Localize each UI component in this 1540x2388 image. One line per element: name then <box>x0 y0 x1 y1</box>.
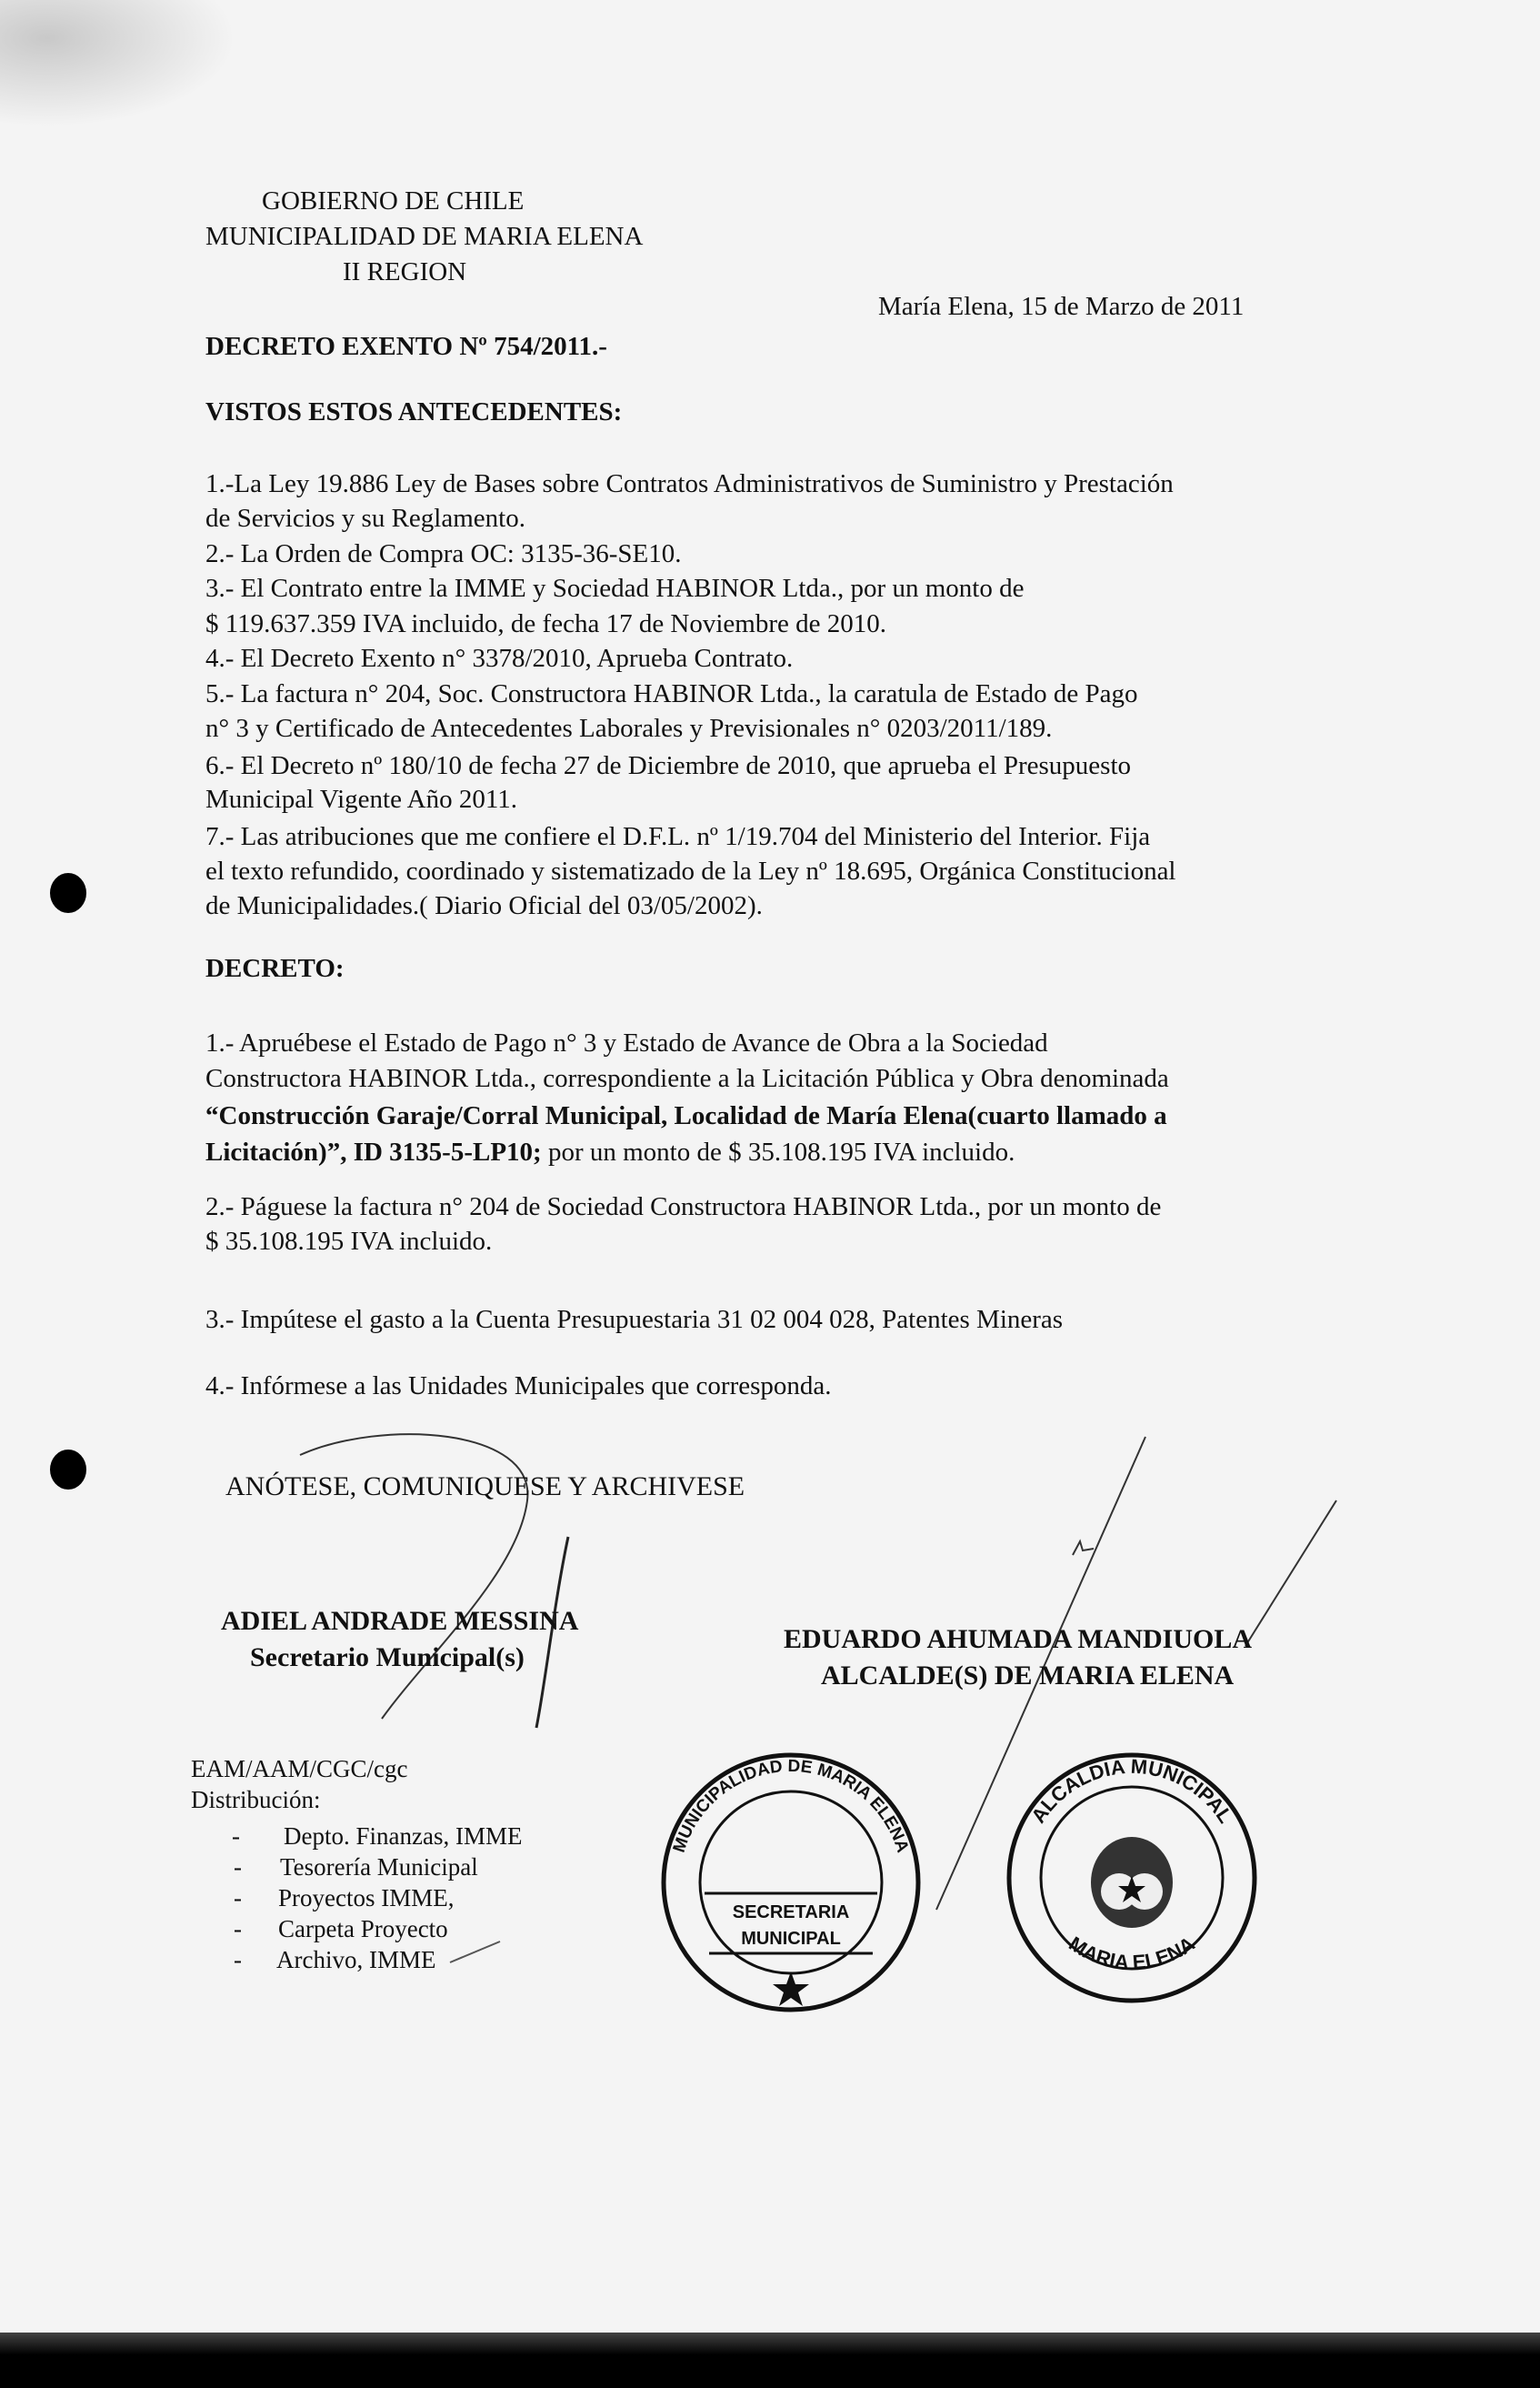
mayor-name: EDUARDO AHUMADA MANDIUOLA <box>784 1624 1252 1654</box>
decreto-title: DECRETO: <box>205 954 345 983</box>
stamp-ring-text: MUNICIPALIDAD DE MARIA ELENA <box>669 1756 913 1855</box>
header-government: GOBIERNO DE CHILE <box>262 186 525 216</box>
document-date: María Elena, 15 de Marzo de 2011 <box>878 292 1245 321</box>
vistos-line: n° 3 y Certificado de Antecedentes Laborales y Previsionales n° 0203/2011/189. <box>205 714 1053 743</box>
secretary-name: ADIEL ANDRADE MESSINA <box>221 1606 579 1636</box>
coat-of-arms-icon <box>1091 1837 1173 1928</box>
mayor-title: ALCALDE(S) DE MARIA ELENA <box>821 1661 1235 1691</box>
star-icon <box>773 1972 809 2006</box>
stamp-center-text: MUNICIPAL <box>741 1929 841 1949</box>
decreto-item-1: Constructora HABINOR Ltda., correspondiente a la Licitación Pública y Obra denominada <box>205 1064 1169 1093</box>
bullet: - <box>232 1822 240 1850</box>
distribution-item: Depto. Finanzas, IMME <box>284 1822 523 1850</box>
decreto-item-1: 1.- Apruébese el Estado de Pago n° 3 y Estado de Avance de Obra a la Sociedad <box>205 1028 1048 1058</box>
amount: por un monto de $ 35.108.195 IVA incluido. <box>541 1138 1015 1167</box>
stamp-center-text: SECRETARIA <box>732 1902 850 1922</box>
vistos-line: 5.- La factura n° 204, Soc. Constructora HABINOR Ltda., la caratula de Estado de Pago <box>205 679 1138 708</box>
decreto-item-1 <box>205 1137 1015 1168</box>
vistos-title: VISTOS ESTOS ANTECEDENTES: <box>205 397 623 426</box>
bullet: - <box>234 1915 242 1942</box>
vistos-line: $ 119.637.359 IVA incluido, de fecha 17 de Noviembre de 2010. <box>205 609 887 638</box>
scan-smudge <box>0 0 236 127</box>
project-id: Licitación)”, ID 3135-5-LP10; <box>205 1138 542 1167</box>
decreto-item-2: $ 35.108.195 IVA incluido. <box>205 1227 493 1256</box>
scan-edge <box>0 2333 1540 2388</box>
distribution-item: Archivo, IMME <box>276 1946 436 1973</box>
header-region: II REGION <box>343 257 467 286</box>
vistos-line: 3.- El Contrato entre la IMME y Sociedad HABINOR Ltda., por un monto de <box>205 574 1025 603</box>
svg-text:MARIA ELENA <box>1065 1931 1198 1973</box>
vistos-line: 4.- El Decreto Exento n° 3378/2010, Aprueba Contrato. <box>205 644 794 673</box>
bullet: - <box>234 1853 242 1881</box>
distribution-item: Tesorería Municipal <box>280 1853 478 1881</box>
decreto-item-2: 2.- Páguese la factura n° 204 de Sociedad Constructora HABINOR Ltda., por un monto de <box>205 1192 1162 1221</box>
distribution-item: Proyectos IMME, <box>278 1884 455 1911</box>
bullet: - <box>234 1884 242 1911</box>
vistos-line: Municipal Vigente Año 2011. <box>205 785 518 814</box>
closing-formula: ANÓTESE, COMUNIQUESE Y ARCHIVESE <box>225 1471 745 1501</box>
distribution-item: Carpeta Proyecto <box>278 1915 448 1942</box>
vistos-line: de Servicios y su Reglamento. <box>205 504 525 533</box>
stamp-ring-text: ALCALDIA MUNICIPAL <box>1026 1754 1237 1828</box>
mayor-stamp <box>1000 1746 1264 2010</box>
vistos-line: 6.- El Decreto nº 180/10 de fecha 27 de Diciembre de 2010, que aprueba el Presupuesto <box>205 751 1132 780</box>
decreto-item-3: 3.- Impútese el gasto a la Cuenta Presupuestaria 31 02 004 028, Patentes Mineras <box>205 1305 1064 1334</box>
svg-text:ALCALDIA MUNICIPAL <box>1026 1755 1237 1828</box>
vistos-line: 2.- La Orden de Compra OC: 3135-36-SE10. <box>205 539 682 568</box>
vistos-line: 1.-La Ley 19.886 Ley de Bases sobre Contratos Administrativos de Suministro y Prestación <box>205 469 1174 498</box>
vistos-line: de Municipalidades.( Diario Oficial del 03/05/2002). <box>205 891 763 920</box>
svg-text:MUNICIPALIDAD DE MARIA ELENA <box>670 1757 912 1855</box>
project-name: “Construcción Garaje/Corral Municipal, Localidad de María Elena(cuarto llamado a <box>205 1101 1167 1130</box>
header-municipality: MUNICIPALIDAD DE MARIA ELENA <box>205 222 644 251</box>
vistos-line: 7.- Las atribuciones que me confiere el D.F.L. nº 1/19.704 del Ministerio del Interior. Fija <box>205 822 1151 851</box>
bullet: - <box>234 1946 242 1973</box>
distribution-label: Distribución: <box>191 1786 321 1813</box>
vistos-line: el texto refundido, coordinado y sistematizado de la Ley nº 18.695, Orgánica Constitucional <box>205 857 1176 886</box>
secretary-title: Secretario Municipal(s) <box>250 1642 525 1672</box>
initials: EAM/AAM/CGC/cgc <box>191 1755 408 1782</box>
punch-hole <box>50 873 86 913</box>
decreto-item-4: 4.- Infórmese a las Unidades Municipales que corresponda. <box>205 1371 832 1400</box>
stamp-ring-text: MARIA ELENA <box>1065 1931 1199 1974</box>
decree-number: DECRETO EXENTO Nº 754/2011.- <box>205 332 607 361</box>
secretary-stamp <box>655 1746 927 2019</box>
